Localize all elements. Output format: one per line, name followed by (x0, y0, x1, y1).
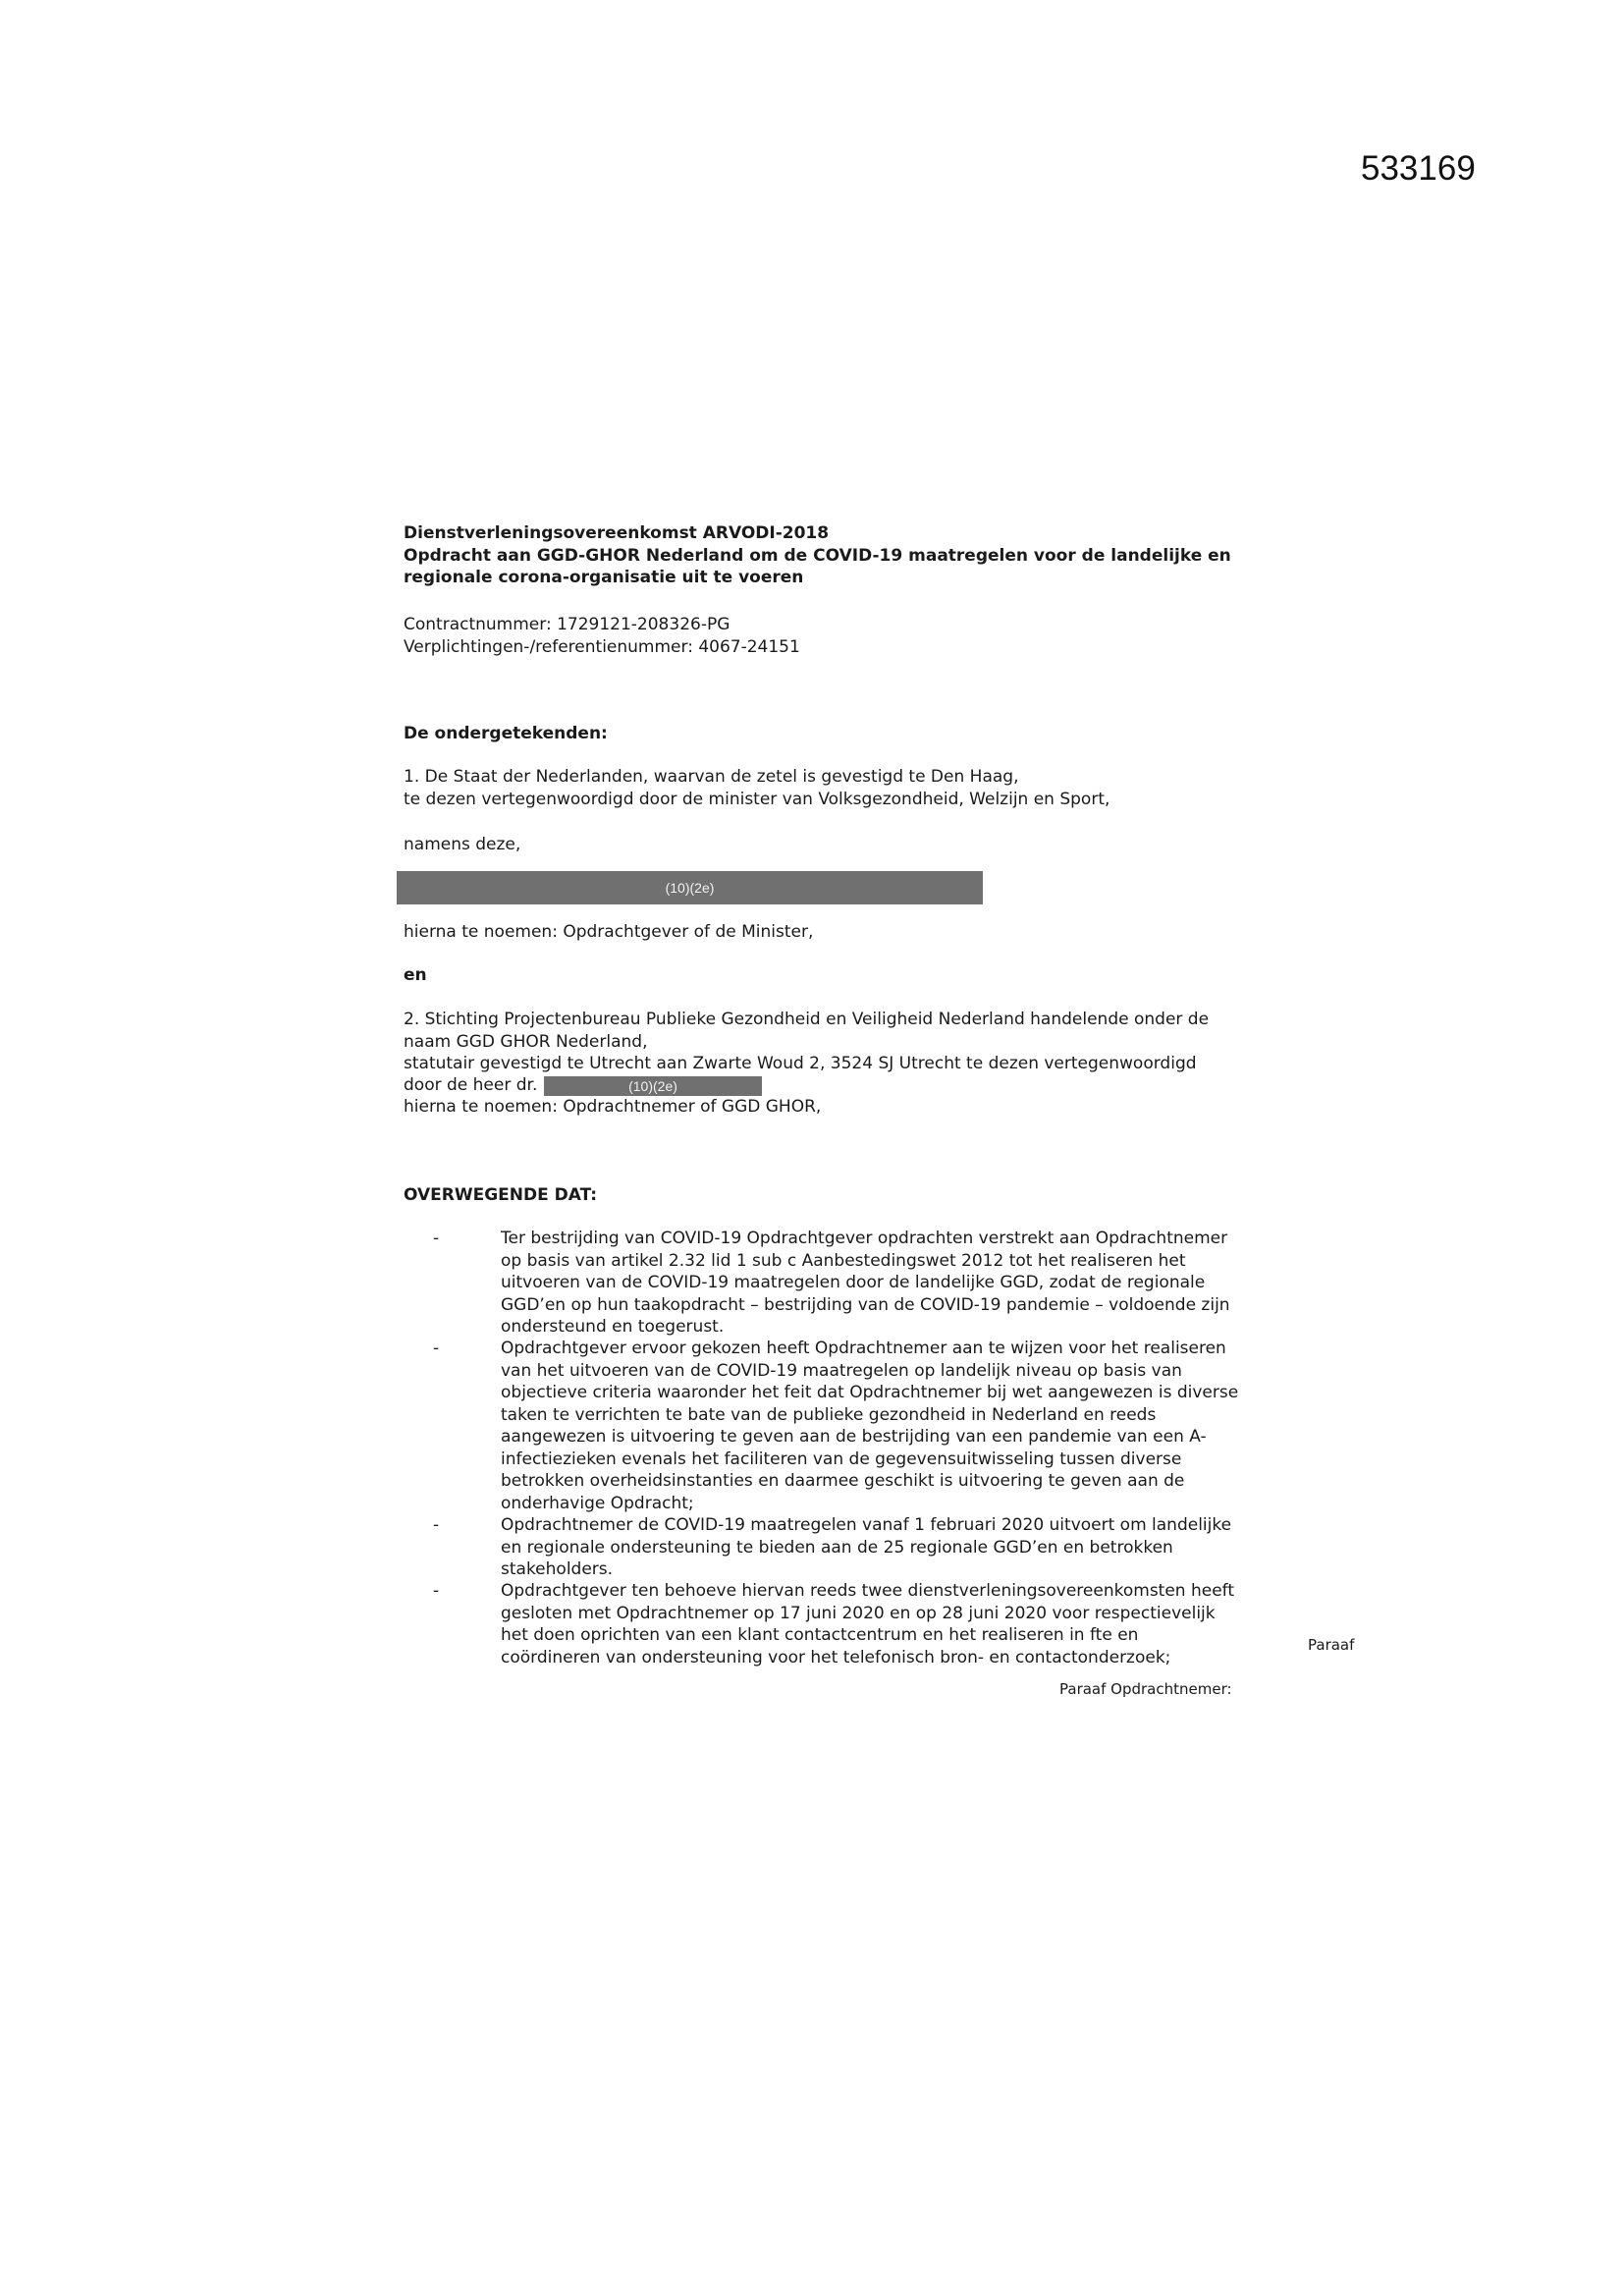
text-line: Opdrachtgever ervoor gekozen heeft Opdrachtnemer aan te wijzen voor het realiseren (501, 1339, 1226, 1358)
text-line: gesloten met Opdrachtnemer op 17 juni 2020 en op 28 juni 2020 voor respectievelijk (501, 1603, 1216, 1623)
consideration-text (501, 1580, 1234, 1668)
document-id: 533169 (1361, 149, 1476, 188)
text-line: objectieve criteria waaronder het feit dat Opdrachtnemer bij wet aangewezen is diverse (501, 1383, 1239, 1402)
consideration-text (501, 1514, 1231, 1581)
dash-marker: - (433, 1515, 440, 1535)
text-line: Opdrachtnemer de COVID-19 maatregelen vanaf 1 februari 2020 uitvoert om landelijke (501, 1515, 1232, 1535)
text-line: onderhavige Opdracht; (501, 1493, 694, 1513)
reference-number: Verplichtingen-/referentienummer: 4067-24151 (404, 636, 800, 657)
and-text: en (404, 965, 427, 985)
party-1-line: te dezen vertegenwoordigd door de minister van Volksgezondheid, Welzijn en Sport, (404, 789, 1110, 809)
party-1 (404, 766, 1109, 810)
title-line: regionale corona-organisatie uit te voeren (404, 568, 804, 587)
text-line: taken te verrichten te bate van de publieke gezondheid in Nederland en reeds (501, 1404, 1157, 1425)
text-line: Opdrachtgever ten behoeve hiervan reeds twee dienstverleningsovereenkomsten heeft (501, 1581, 1235, 1601)
text-line: op basis van artikel 2.32 lid 1 sub c Aanbestedingswet 2012 tot het realiseren het (501, 1250, 1186, 1271)
party-2-line: 2. Stichting Projectenbureau Publieke Gezondheid en Veiligheid Nederland handelende onder de (404, 1010, 1210, 1029)
text-line: ondersteund en toegerust. (501, 1317, 725, 1337)
consideration-text (501, 1338, 1238, 1514)
party-2-alias: hierna te noemen: Opdrachtnemer of GGD GHOR, (404, 1097, 822, 1117)
text-line: infectiezieken evenals het faciliteren van de gegevensuitwisseling tussen diverse (501, 1449, 1182, 1469)
redaction-block: (10)(2e) (544, 1076, 762, 1096)
text-line: GGD’en op hun taakopdracht – bestrijding van de COVID-19 pandemie – voldoende zijn (501, 1294, 1230, 1315)
title-line: Dienstverleningsovereenkomst ARVODI-2018 (404, 523, 830, 543)
party-2-line: statutair gevestigd te Utrecht aan Zwarte Woud 2, 3524 SJ Utrecht te dezen vertegenwoordigd (404, 1054, 1197, 1073)
party-2 (404, 1009, 1209, 1075)
on-behalf-text: namens deze, (404, 835, 521, 854)
party-2-representative: door de heer dr. (404, 1075, 538, 1095)
title-line: Opdracht aan GGD-GHOR Nederland om de COVID-19 maatregelen voor de landelijke en (404, 545, 1231, 566)
text-line: stakeholders. (501, 1559, 614, 1579)
redaction-block: (10)(2e) (397, 871, 983, 904)
text-line: het doen oprichten van een klant contactcentrum en het realiseren in fte en (501, 1625, 1139, 1645)
party-2-line: naam GGD GHOR Nederland, (404, 1031, 648, 1052)
text-line: Ter bestrijding van COVID-19 Opdrachtgever opdrachten verstrekt aan Opdrachtnemer (501, 1229, 1228, 1248)
party-1-line: 1. De Staat der Nederlanden, waarvan de zetel is gevestigd te Den Haag, (404, 767, 1019, 787)
paraaf-client-label: Paraaf (1308, 1636, 1355, 1654)
text-line: aangewezen is uitvoering te geven aan de bestrijding van een pandemie van een A- (501, 1427, 1207, 1447)
contract-number: Contractnummer: 1729121-208326-PG (404, 615, 730, 634)
text-line: uitvoeren van de COVID-19 maatregelen door de landelijke GGD, zodat de regionale (501, 1273, 1206, 1292)
text-line: en regionale ondersteuning te bieden aan de 25 regionale GGD’en en betrokken (501, 1537, 1173, 1558)
dash-marker: - (433, 1339, 440, 1358)
dash-marker: - (433, 1581, 440, 1601)
consideration-text (501, 1228, 1230, 1339)
party-1-alias: hierna te noemen: Opdrachtgever of de Minister, (404, 922, 814, 942)
text-line: betrokken overheidsinstanties en daarmee geschikt is uitvoering te geven aan de (501, 1471, 1185, 1491)
paraaf-contractor-label: Paraaf Opdrachtnemer: (1059, 1680, 1232, 1698)
considerations-heading: OVERWEGENDE DAT: (404, 1185, 598, 1205)
contract-numbers (404, 614, 800, 658)
dash-marker: - (433, 1229, 440, 1248)
text-line: van het uitvoeren van de COVID-19 maatregelen op landelijk niveau op basis van (501, 1360, 1182, 1381)
text-line: coördineren van ondersteuning voor het telefonisch bron- en contactonderzoek; (501, 1647, 1171, 1667)
signatories-heading: De ondergetekenden: (404, 724, 608, 743)
document-title (404, 522, 1231, 589)
